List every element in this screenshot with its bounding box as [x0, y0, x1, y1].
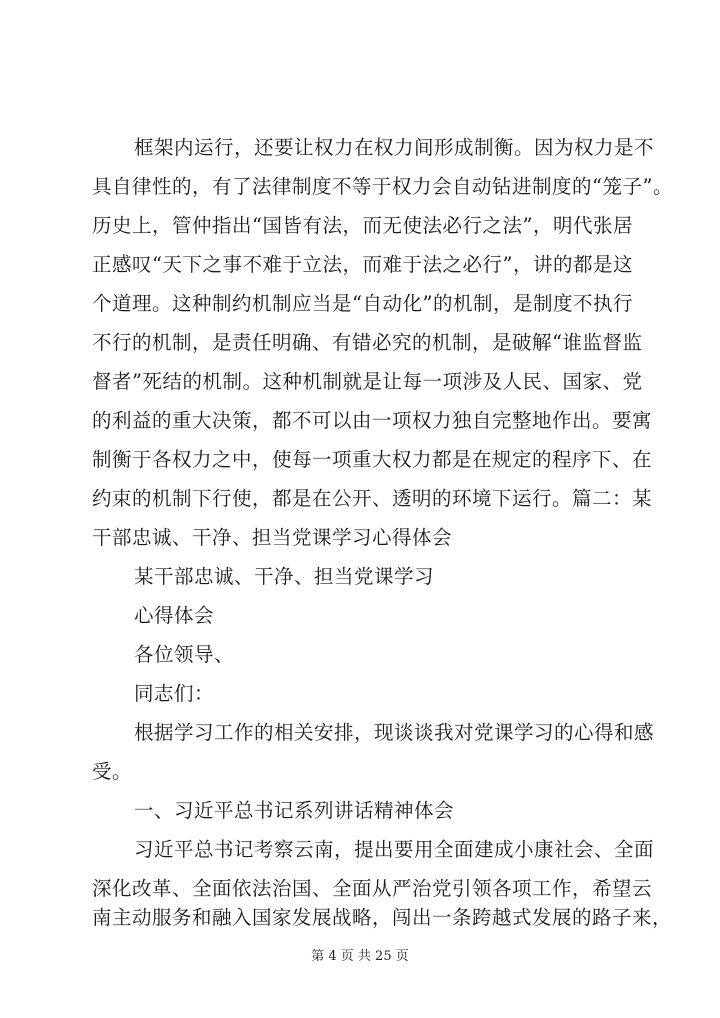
- salutation-line: 各位领导、: [134, 643, 235, 666]
- text-line: 制衡于各权力之中，使每一项重大权力都是在规定的程序下、在: [92, 448, 653, 471]
- salutation-line: 同志们：: [134, 682, 215, 705]
- text-line: 南主动服务和融入国家发展战略，闯出一条跨越式发展的路子来，: [92, 906, 673, 929]
- heading-line: 某干部忠诚、干净、担当党课学习: [134, 565, 435, 588]
- text-line: 个道理。这种制约机制应当是“自动化”的机制，是制度不执行: [92, 292, 633, 315]
- text-line: 历史上，管仲指出“国皆有法，而无使法必行之法”，明代张居: [92, 214, 633, 237]
- text-line: 习近平总书记考察云南，提出要用全面建成小康社会、全面: [134, 838, 655, 861]
- text-line: 不行的机制，是责任明确、有错必究的机制，是破解“谁监督监: [92, 331, 643, 354]
- text-line: 干部忠诚、干净、担当党课学习心得体会: [92, 526, 453, 549]
- text-line: 具自律性的，有了法律制度不等于权力会自动钻进制度的“笼子”。: [92, 175, 673, 198]
- text-line: 督者”死结的机制。这种机制就是让每一项涉及人民、国家、党: [92, 370, 643, 393]
- heading-line: 心得体会: [134, 604, 215, 627]
- page-footer: 第 4 页 共 25 页: [311, 949, 409, 964]
- text-line: 受。: [92, 760, 133, 783]
- text-line: 框架内运行，还要让权力在权力间形成制衡。因为权力是不: [134, 136, 655, 159]
- text-line: 深化改革、全面依法治国、全面从严治党引领各项工作，希望云: [92, 877, 653, 900]
- text-line: 约束的机制下行使，都是在公开、透明的环境下运行。篇二：某: [92, 487, 653, 510]
- text-line: 正感叹“天下之事不难于立法，而难于法之必行”，讲的都是这: [92, 253, 633, 276]
- text-line: 的利益的重大决策，都不可以由一项权力独自完整地作出。要寓: [92, 409, 653, 432]
- section-heading: 一、习近平总书记系列讲话精神体会: [134, 799, 455, 822]
- text-line: 根据学习工作的相关安排，现谈谈我对党课学习的心得和感: [134, 721, 655, 744]
